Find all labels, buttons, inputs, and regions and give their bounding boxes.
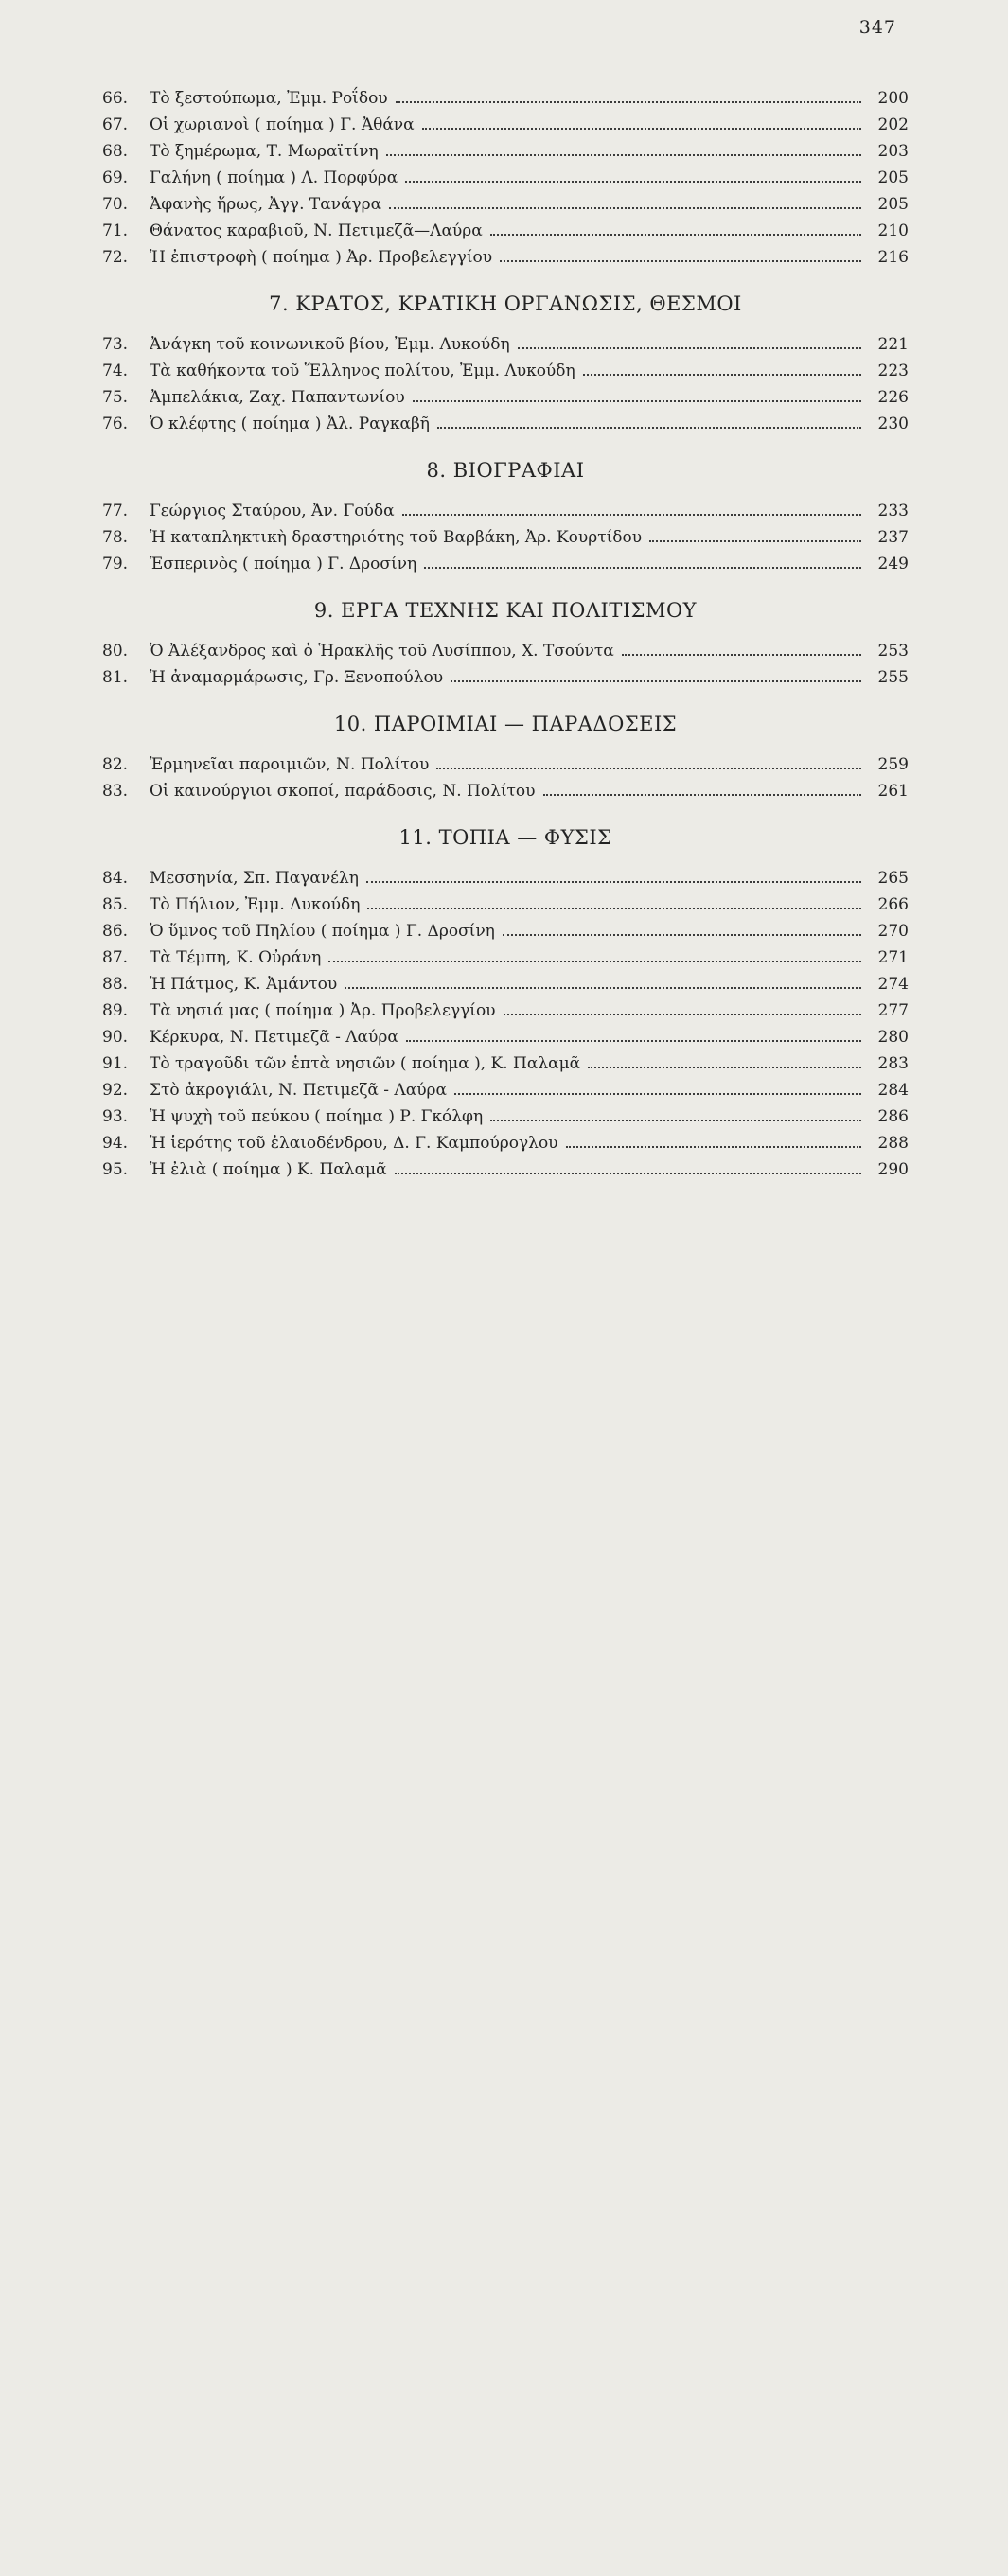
entry-title: Ἡ Πάτμος, Κ. Ἀμάντου [150,975,338,994]
toc-entry [102,971,909,997]
entry-number: 77. [102,502,129,520]
toc-entry [102,944,909,971]
entry-title: Ἡ ἐλιὰ ( ποίημα ) Κ. Παλαμᾶ [150,1160,387,1179]
dot-leader [345,987,861,989]
toc-section [102,456,909,577]
toc-entry [102,165,909,191]
dot-leader [406,1040,861,1042]
dot-leader [405,181,861,183]
entry-title: Ἑσπερινὸς ( ποίημα ) Γ. Δροσίνη [150,555,417,573]
dot-leader [500,260,861,262]
entry-number: 71. [102,221,129,240]
entry-title: Τὰ καθήκοντα τοῦ Ἕλληνος πολίτου, Ἐμμ. Λυκούδη [150,362,575,380]
entry-title: Ἡ ἱερότης τοῦ ἐλαιοδένδρου, Δ. Γ. Καμπούρογλου [150,1134,558,1153]
toc-entry [102,1050,909,1077]
entry-page-number: 205 [877,195,909,214]
entry-page-number: 200 [877,89,909,108]
toc-entry [102,524,909,551]
entry-title: Κέρκυρα, Ν. Πετιμεζᾶ - Λαύρα [150,1028,398,1047]
entry-title: Ὁ ὕμνος τοῦ Πηλίου ( ποίημα ) Γ. Δροσίνη [150,922,495,941]
toc-section [102,710,909,804]
entry-title: Ἡ ἐπιστροφὴ ( ποίημα ) Ἀρ. Προβελεγγίου [150,248,493,267]
dot-leader [583,374,861,376]
toc-section [102,85,909,271]
entry-page-number: 237 [877,528,909,547]
entry-title: Γεώργιος Σταύρου, Ἀν. Γούδα [150,502,395,520]
entry-number: 84. [102,869,129,888]
entry-number: 89. [102,1001,129,1020]
entry-number: 87. [102,948,129,967]
entry-page-number: 223 [877,362,909,380]
entry-page-number: 265 [877,869,909,888]
entry-number: 69. [102,168,129,187]
entry-title: Ἀμπελάκια, Ζαχ. Παπαντωνίου [150,388,405,407]
entry-title: Ἡ ἀναμαρμάρωσις, Γρ. Ξενοπούλου [150,668,444,687]
entry-title: Ἡ ψυχὴ τοῦ πεύκου ( ποίημα ) Ρ. Γκόλφη [150,1107,484,1126]
toc-section [102,596,909,691]
entry-number: 82. [102,755,129,774]
entry-number: 92. [102,1081,129,1100]
toc-entry [102,411,909,437]
toc-entry [102,1077,909,1103]
entry-page-number: 286 [877,1107,909,1126]
dot-leader [389,207,861,209]
table-of-contents [102,85,909,1183]
entry-title: Ὁ κλέφτης ( ποίημα ) Ἀλ. Ραγκαβῆ [150,415,430,433]
entry-number: 90. [102,1028,129,1047]
entry-title: Στὸ ἀκρογιάλι, Ν. Πετιμεζᾶ - Λαύρα [150,1081,448,1100]
entry-number: 94. [102,1134,129,1153]
entry-title: Ἀφανὴς ἥρως, Ἀγγ. Τανάγρα [150,195,382,214]
section-heading: 11. ΤΟΠΙΑ — ΦΥΣΙΣ [398,826,612,849]
entry-page-number: 266 [877,895,909,914]
entry-title: Οἱ χωριανοὶ ( ποίημα ) Γ. Ἀθάνα [150,115,415,134]
entry-title: Ἀνάγκη τοῦ κοινωνικοῦ βίου, Ἐμμ. Λυκούδη [150,335,510,354]
dot-leader [588,1067,861,1068]
dot-leader [395,1173,861,1174]
entry-title: Μεσσηνία, Σπ. Παγανέλη [150,869,359,888]
toc-entry [102,218,909,244]
entry-page-number: 203 [877,142,909,161]
entry-number: 66. [102,89,129,108]
dot-leader [367,908,861,909]
entry-title: Γαλήνη ( ποίημα ) Λ. Πορφύρα [150,168,398,187]
dot-leader [451,680,861,682]
dot-leader [396,101,861,103]
entry-page-number: 202 [877,115,909,134]
toc-entry [102,191,909,218]
entry-page-number: 280 [877,1028,909,1047]
dot-leader [543,794,861,796]
toc-entry [102,244,909,271]
entry-number: 76. [102,415,129,433]
toc-section [102,290,909,437]
entry-number: 72. [102,248,129,267]
entry-page-number: 233 [877,502,909,520]
toc-entry [102,1024,909,1050]
entry-number: 73. [102,335,129,354]
entry-page-number: 283 [877,1054,909,1073]
entry-title: Τὸ ξημέρωμα, Τ. Μωραϊτίνη [150,142,379,161]
section-heading: 7. ΚΡΑΤΟΣ, ΚΡΑΤΙΚΗ ΟΡΓΑΝΩΣΙΣ, ΘΕΣΜΟΙ [269,292,742,315]
dot-leader [402,514,861,516]
toc-entry [102,384,909,411]
entry-number: 70. [102,195,129,214]
toc-entry [102,358,909,384]
entry-page-number: 271 [877,948,909,967]
dot-leader [518,347,861,349]
entry-title: Ἡ καταπληκτικὴ δραστηριότης τοῦ Βαρβάκη, Ἀρ. Κουρτίδου [150,528,643,547]
entry-number: 75. [102,388,129,407]
dot-leader [424,567,861,569]
toc-entry [102,498,909,524]
entry-title: Οἱ καινούργιοι σκοποί, παράδοσις, Ν. Πολίτου [150,782,536,801]
page-number: 347 [858,17,896,38]
entry-page-number: 261 [877,782,909,801]
toc-entry [102,1130,909,1156]
entry-number: 88. [102,975,129,994]
entry-page-number: 253 [877,642,909,661]
dot-leader [566,1146,861,1148]
dot-leader [386,154,861,156]
entry-page-number: 284 [877,1081,909,1100]
toc-entry [102,138,909,165]
entry-page-number: 230 [877,415,909,433]
dot-leader [437,427,861,429]
entry-number: 91. [102,1054,129,1073]
dot-leader [503,934,861,936]
entry-number: 79. [102,555,129,573]
entry-title: Τὰ νησιά μας ( ποίημα ) Ἀρ. Προβελεγγίου [150,1001,496,1020]
entry-number: 93. [102,1107,129,1126]
entry-page-number: 259 [877,755,909,774]
entry-page-number: 216 [877,248,909,267]
toc-entry [102,891,909,918]
entry-number: 86. [102,922,129,941]
entry-page-number: 210 [877,221,909,240]
entry-title: Θάνατος καραβιοῦ, Ν. Πετιμεζᾶ—Λαύρα [150,221,483,240]
toc-entry [102,865,909,891]
section-heading: 8. ΒΙΟΓΡΑΦΙΑΙ [426,459,585,482]
toc-entry [102,331,909,358]
dot-leader [622,654,861,656]
dot-leader [436,768,861,769]
entry-page-number: 270 [877,922,909,941]
entry-number: 68. [102,142,129,161]
toc-entry [102,1103,909,1130]
dot-leader [649,540,861,542]
section-heading: 9. ΕΡΓΑ ΤΕΧΝΗΣ ΚΑΙ ΠΟΛΙΤΙΣΜΟΥ [313,599,698,622]
entry-title: Τὸ Πήλιον, Ἐμμ. Λυκούδη [150,895,361,914]
toc-entry [102,112,909,138]
entry-page-number: 288 [877,1134,909,1153]
entry-page-number: 255 [877,668,909,687]
entry-title: Τὰ Τέμπη, Κ. Οὐράνη [150,948,322,967]
toc-entry [102,664,909,691]
toc-entry [102,778,909,804]
dot-leader [366,881,861,883]
entry-page-number: 205 [877,168,909,187]
entry-page-number: 221 [877,335,909,354]
section-heading: 10. ΠΑΡΟΙΜΙΑΙ — ΠΑΡΑΔΟΣΕΙΣ [333,713,678,735]
entry-number: 85. [102,895,129,914]
entry-number: 81. [102,668,129,687]
entry-number: 80. [102,642,129,661]
entry-number: 83. [102,782,129,801]
entry-title: Τὸ ξεστούπωμα, Ἐμμ. Ροΐδου [150,89,388,108]
entry-number: 74. [102,362,129,380]
toc-entry [102,751,909,778]
entry-page-number: 226 [877,388,909,407]
dot-leader [454,1093,861,1095]
entry-page-number: 277 [877,1001,909,1020]
dot-leader [328,961,861,962]
dot-leader [422,128,861,130]
toc-entry [102,918,909,944]
entry-page-number: 274 [877,975,909,994]
dot-leader [490,234,861,236]
entry-title: Τὸ τραγοῦδι τῶν ἑπτὰ νησιῶν ( ποίημα ), Κ. Παλαμᾶ [150,1054,581,1073]
toc-entry [102,551,909,577]
toc-section [102,823,909,1183]
dot-leader [413,400,861,402]
entry-title: Ὁ Ἀλέξανδρος καὶ ὁ Ἡρακλῆς τοῦ Λυσίππου, Χ. Τσούντα [150,642,614,661]
entry-number: 78. [102,528,129,547]
toc-entry [102,1156,909,1183]
dot-leader [504,1014,861,1015]
toc-entry [102,997,909,1024]
entry-number: 95. [102,1160,129,1179]
toc-entry [102,638,909,664]
entry-number: 67. [102,115,129,134]
toc-entry [102,85,909,112]
entry-title: Ἑρμηνεῖαι παροιμιῶν, Ν. Πολίτου [150,755,430,774]
entry-page-number: 290 [877,1160,909,1179]
dot-leader [490,1120,861,1121]
entry-page-number: 249 [877,555,909,573]
